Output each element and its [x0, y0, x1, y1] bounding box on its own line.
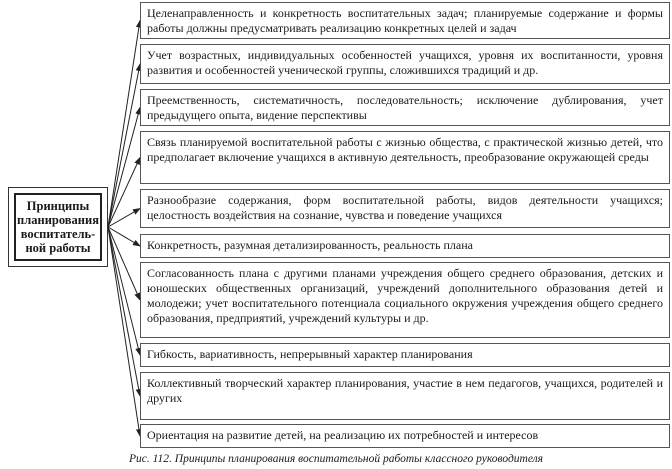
principle-box-3: [140, 89, 670, 126]
connector-arrow-8: [108, 227, 140, 355]
principle-box-2: [140, 44, 670, 84]
principle-box-1: [140, 2, 670, 39]
principle-text-8: Гибкость, вариативность, непрерывный характер планирования: [147, 347, 473, 361]
principle-box-5: [140, 189, 670, 228]
principle-text-3: Преемственность, систематичность, последовательность; исключение дублирования, учет предыдущего опыта, видение перспективы: [147, 93, 663, 122]
principle-box-10: [140, 424, 670, 448]
principle-box-4: [140, 131, 670, 184]
principle-text-5: Разнообразие содержания, форм воспитательной работы, видов деятельности учащихся; целостность воздействия на сознание, чувства и поведение учащихся: [147, 193, 663, 222]
connector-arrow-6: [108, 227, 140, 246]
figure-caption: Рис. 112. Принципы планирования воспитательной работы классного руководителя: [128, 453, 543, 465]
principle-text-9: Коллективный творческий характер планирования, участие в нем педагогов, учащихся, родителей и других: [147, 376, 663, 405]
principle-text-7: Согласованность плана с другими планами учреждения общего среднего образования, детских и юношеских общественных организаций, учреждений дополнительного образования детей и молодежи; учет воспитательного потенциала социального окружения учреждения общего среднего образования, предприятий, учреждений культуры и др.: [147, 266, 663, 325]
connector-arrow-2: [108, 64, 140, 227]
principle-box-8: [140, 343, 670, 367]
principle-box-9: [140, 372, 670, 420]
connector-arrow-9: [108, 227, 140, 396]
principle-text-4: Связь планируемой воспитательной работы с жизнью общества, с практической жизнью детей, что предполагает включение учащихся в активную деятельность, преобразование окружающей среды: [147, 135, 663, 164]
principle-text-6: Конкретность, разумная детализированность, реальность плана: [147, 238, 473, 252]
principle-text-1: Целенаправленность и конкретность воспитательных задач; планируемые содержание и формы работы должны предусматривать реализацию конкретных целей и задач: [147, 6, 663, 35]
center-box-frame: [14, 193, 102, 261]
connector-arrow-10: [108, 227, 140, 436]
principle-text-2: Учет возрастных, индивидуальных особенностей учащихся, уровня их воспитанности, уровня развития и особенностей ученической группы, сложившихся традиций и др.: [147, 48, 663, 77]
center-box: [8, 187, 108, 267]
principle-box-6: [140, 234, 670, 258]
center-title: Принципы планирования воспитатель- ной работы: [17, 199, 99, 255]
principle-box-7: [140, 262, 670, 338]
principle-text-10: Ориентация на развитие детей, на реализацию их потребностей и интересов: [147, 428, 539, 442]
